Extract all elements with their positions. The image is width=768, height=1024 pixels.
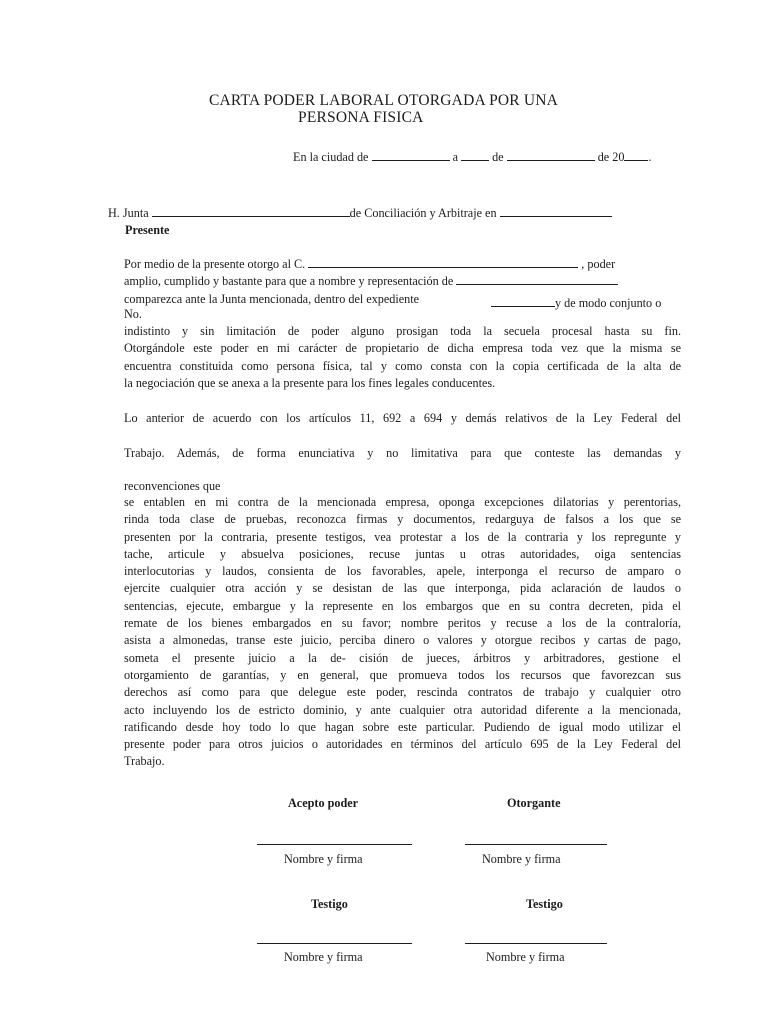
intro-paragraph [124,323,681,392]
body-text-line: derechos así como para que delegue este poder, rescinda contratos de trabajo y cualquier otro [124,685,681,700]
day-blank [461,150,489,161]
body-text-line: sentencias, ejecute, embargue y la represente en los embargos que en su contra decreten, pida el [124,598,681,613]
presente-label: Presente [125,223,170,237]
body-text-line: remate de los bienes embargados en su favor; nombre peritos y recuse a los de la contraloría, [124,616,681,631]
date-prefix: En la ciudad de [293,150,369,164]
body-paragraph [124,494,681,771]
body-text-line: acto incluyendo los de estricto dominio, y ante cualquier otra autoridad diferente a la mencionada, [124,702,681,717]
body-line-1: Lo anterior de acuerdo con los artículos 11, 692 a 694 y demás relativos de la Ley Federal del [124,411,681,425]
year-blank [624,150,648,161]
body-text-line: presente poder para otros juicios o autoridades en términos del artículo 695 de la Ley Federal del [124,737,681,752]
body-text-line: otorgamiento de garantías, y en general, que promueva todos los recursos que favorezcan sus [124,667,681,682]
intro-line-4: No. [124,307,142,321]
date-line [293,150,651,165]
document-title-line2: PERSONA FISICA [298,109,424,126]
expediente-blank [491,296,555,307]
signature-line-testigo-1 [257,943,412,944]
date-end: . [648,150,652,164]
intro-line-1: Por medio de la presente otorgo al C. , poder [124,257,616,271]
date-year: de 20 [597,150,625,164]
body-text-line: se entablen en mi contra de la mencionada empresa, oponga excepciones dilatorias y perentorias, [124,495,681,509]
intro-line-3-end: y de modo conjunto o [491,296,661,311]
intro-text-line: indistinto y sin limitación de poder alguno prosigan toda la secuela procesal hasta su fin. [124,324,681,338]
intro-line-2: amplio, cumplido y bastante para que a nombre y representación de [124,274,618,289]
attorney-name-blank [308,257,578,268]
body-line-1-wrap [124,410,681,427]
body-text-line: ratificando desde hoy todo lo que hagan sobre este particular. Pudiendo de igual modo utilizar el [124,719,681,734]
date-de: de [492,150,504,164]
document-title-line1: CARTA PODER LABORAL OTORGADA POR UNA [209,92,559,109]
junta-blank [152,206,350,217]
body-text-line: asista a almonedas, transe este juicio, perciba dinero o valores y otorgue recibos y cartas de pago, [124,633,681,648]
nombre-firma-testigo-1: Nombre y firma [284,950,363,964]
body-text-line: rinda toda clase de pruebas, reconozca firmas y documentos, redarguya de falsos a los que se [124,512,681,527]
testigo-label-2: Testigo [526,897,563,911]
body-text-line: presenten por la contraria, presente testigos, vea protestar a los de la contraria y los repregunte y [124,529,681,544]
body-line-3: reconvenciones que [124,479,221,493]
signature-line-otorgante [465,844,607,845]
signature-line-testigo-2 [465,943,607,944]
location-blank [500,206,612,217]
addressee-line [108,206,612,221]
date-a: a [452,150,458,164]
nombre-firma-otorgante: Nombre y firma [482,852,561,866]
nombre-firma-testigo-2: Nombre y firma [486,950,565,964]
signature-line-acepto [257,844,412,845]
body-text-line: someta el presente juicio a la de- cisión de jueces, árbitros y arbitradores, gestione el [124,650,681,665]
represented-name-blank [456,274,618,285]
body-text-line: Trabajo. [124,754,165,769]
intro-line-3: comparezca ante la Junta mencionada, dentro del expediente [124,292,420,306]
body-text-line: ejercite cualquier otra acción y se desistan de las que interponga, pida aclaración de laudos o [124,581,681,596]
body-line-2-wrap [124,445,681,462]
acepto-poder-label: Acepto poder [288,796,359,810]
intro-text-line: encuentra constituida como persona física, tal y como consta con la copia certificada de la alta de [124,358,681,373]
otorgante-label: Otorgante [507,796,561,810]
addressee-middle: de Conciliación y Arbitraje en [349,206,497,220]
addressee-prefix: H. Junta [108,206,149,220]
body-text-line: tache, articule y absuelva posiciones, recuse juntas u otras autoridades, oiga sentencias [124,546,681,561]
nombre-firma-acepto: Nombre y firma [284,852,363,866]
city-blank [372,150,450,161]
body-line-2: Trabajo. Además, de forma enunciativa y no limitativa para que conteste las demandas y [124,446,681,460]
intro-text-line: Otorgándole este poder en mi carácter de propietario de dicha empresa toda vez que la misma se [124,341,681,356]
testigo-label-1: Testigo [311,897,348,911]
body-text-line: interlocutorias y laudos, consienta de los favorables, apele, interponga el recurso de amparo o [124,564,681,579]
intro-text-line: la negociación que se anexa a la presente para los fines legales conducentes. [124,375,496,390]
month-blank [507,150,595,161]
